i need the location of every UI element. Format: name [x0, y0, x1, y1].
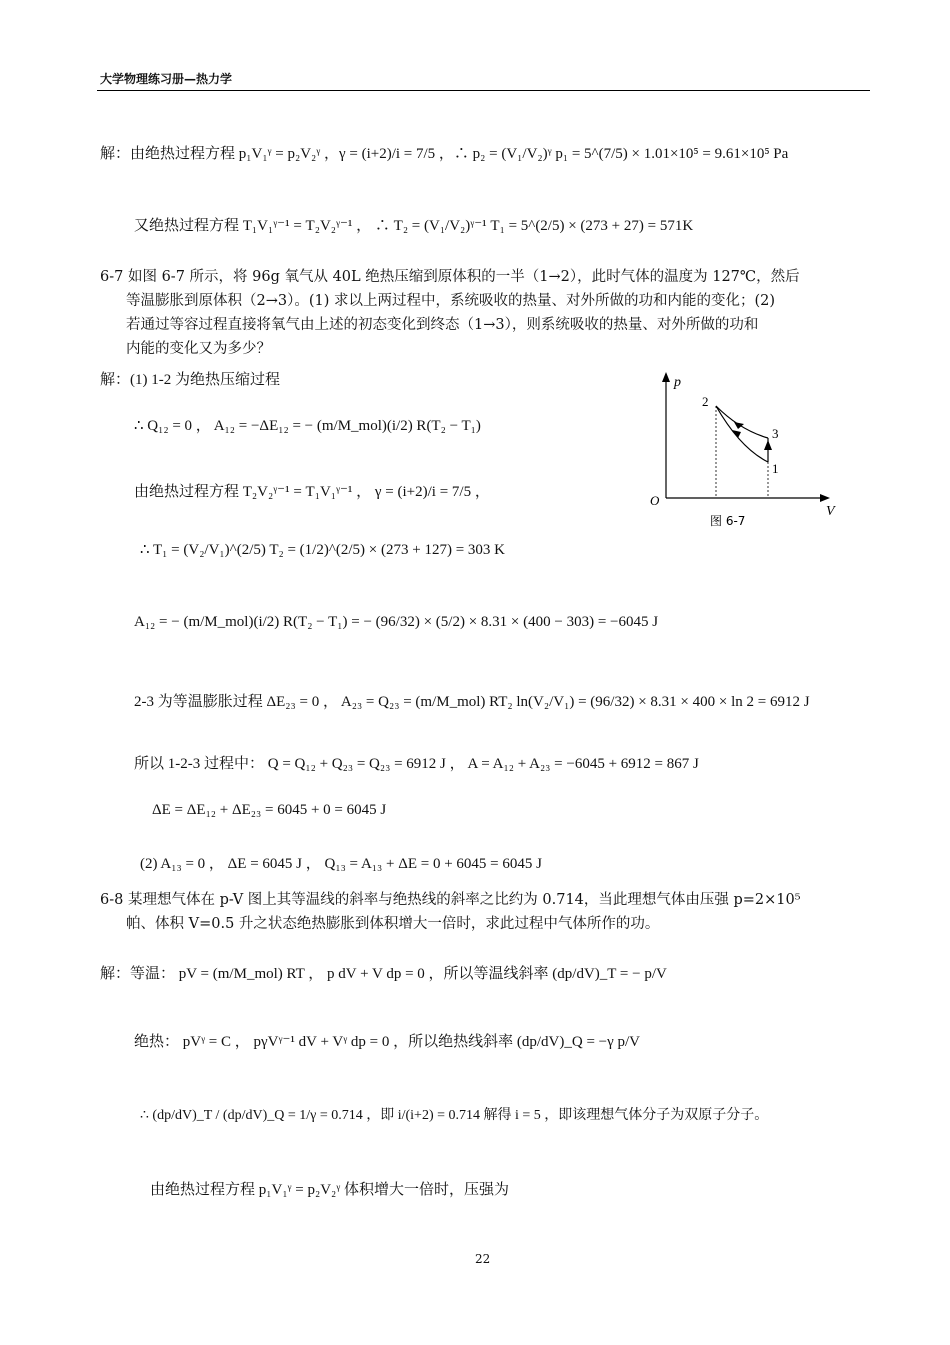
label-point-1: 1 [772, 461, 779, 476]
solution-step-6: 2-3 为等温膨胀过程 ΔE₂₃ = 0 ， A₂₃ = Q₂₃ = (m/M_mol) RT₂ ln(V₂/V₁) = (96/32) × 8.31 × 400 × ln 2 = 6912 J [134, 694, 810, 710]
solution-step-7: 所以 1-2-3 过程中： Q = Q₁₂ + Q₂₃ = Q₂₃ = 6912 J ， A = A₁₂ + A₂₃ = −6045 + 6912 = 867 J [134, 756, 699, 772]
problem-6-7-line-3: 若通过等容过程直接将氧气由上述的初态变化到终态（1→3），则系统吸收的热量、对外所做的功和 [126, 317, 759, 333]
label-v: V [826, 504, 835, 519]
solution-6-8-step-3: ∴ (dp/dV)_T / (dp/dV)_Q = 1/γ = 0.714 ，即 i/(i+2) = 0.714 解得 i = 5 ，即该理想气体分子为双原子分子。 [140, 1108, 769, 1123]
solution-step-2: ∴ Q₁₂ = 0 ， A₁₂ = −ΔE₁₂ = − (m/M_mol)(i/2) R(T₂ − T₁) [134, 418, 481, 434]
solution-step-3: 由绝热过程方程 T₂V₂ᵞ⁻¹ = T₁V₁ᵞ⁻¹ ， γ = (i+2)/i = 7/5 ， [134, 484, 490, 500]
adiabat-curve [716, 406, 768, 462]
label-origin: O [650, 493, 660, 508]
solution-step-8: ΔE = ΔE₁₂ + ΔE₂₃ = 6045 + 0 = 6045 J [152, 802, 387, 818]
solution-6-8-step-2: 绝热： pVᵞ = C ， pγVᵞ⁻¹ dV + Vᵞ dp = 0 ，所以绝热线斜率 (dp/dV)_Q = −γ p/V [134, 1034, 641, 1050]
isotherm-curve [716, 406, 768, 438]
solution-step-9: (2) A₁₃ = 0 ， ΔE = 6045 J ， Q₁₃ = A₁₃ + ΔE = 0 + 6045 = 6045 J [140, 856, 542, 872]
label-point-2: 2 [702, 394, 709, 409]
solution-step-4: ∴ T₁ = (V₂/V₁)^(2/5) T₂ = (1/2)^(2/5) × (273 + 127) = 303 K [140, 542, 505, 558]
page-number: 22 [475, 1252, 491, 1266]
problem-6-8-line-1: 6-8 某理想气体在 p-V 图上其等温线的斜率与绝热线的斜率之比约为 0.714，当此理想气体由压强 p=2×10⁵ [100, 892, 801, 908]
figure-6-7 [640, 370, 840, 535]
p-axis-arrow-icon [662, 372, 670, 382]
problem-6-8-line-2: 帕、体积 V=0.5 升之状态绝热膨胀到体积增大一倍时，求此过程中气体所作的功。 [126, 916, 660, 932]
problem-6-7 [100, 265, 872, 361]
isotherm-arrow-icon [734, 422, 744, 429]
solution-6-8-step-1: 解：等温： pV = (m/M_mol) RT ， p dV + V dp = 0 ，所以等温线斜率 (dp/dV)_T = − p/V [100, 966, 667, 982]
header-rule [97, 90, 870, 91]
problem-6-7-line-2: 等温膨胀到原体积（2→3）。(1) 求以上两过程中，系统吸收的热量、对外所做的功和内能的变化；(2) [126, 293, 776, 309]
label-p: p [674, 375, 681, 390]
eq-line-2: 又绝热过程方程 T₁V₁ᵞ⁻¹ = T₂V₂ᵞ⁻¹ ， ∴ T₂ = (V₁/V₂)ᵞ⁻¹ T₁ = 5^(2/5) × (273 + 27) = 571K [134, 218, 694, 234]
eq-line-1: 解：由绝热过程方程 p₁V₁ᵞ = p₂V₂ᵞ ，γ = (i+2)/i = 7/5 ，∴ p₂ = (V₁/V₂)ᵞ p₁ = 5^(7/5) × 1.01×10⁵ = 9.61×10⁵ Pa [100, 146, 789, 162]
isochore-arrow-icon [764, 440, 772, 450]
solution-step-1: 解：(1) 1-2 为绝热压缩过程 [100, 372, 280, 388]
solution-step-5: A₁₂ = − (m/M_mol)(i/2) R(T₂ − T₁) = − (96/32) × (5/2) × 8.31 × (400 − 303) = −6045 J [134, 614, 659, 630]
solution-6-8-step-4: 由绝热过程方程 p₁V₁ᵞ = p₂V₂ᵞ 体积增大一倍时，压强为 [150, 1182, 509, 1198]
problem-6-7-line-4: 内能的变化又为多少？ [126, 341, 271, 357]
figure-caption: 图 6-7 [710, 514, 746, 528]
running-header: 大学物理练习册—热力学 [100, 72, 233, 86]
problem-6-7-line-1: 6-7 如图 6-7 所示，将 96g 氧气从 40L 绝热压缩到原体积的一半（1→2），此时气体的温度为 127℃，然后 [100, 269, 800, 285]
v-axis-arrow-icon [820, 494, 830, 502]
label-point-3: 3 [772, 426, 779, 441]
problem-6-8 [100, 888, 872, 936]
